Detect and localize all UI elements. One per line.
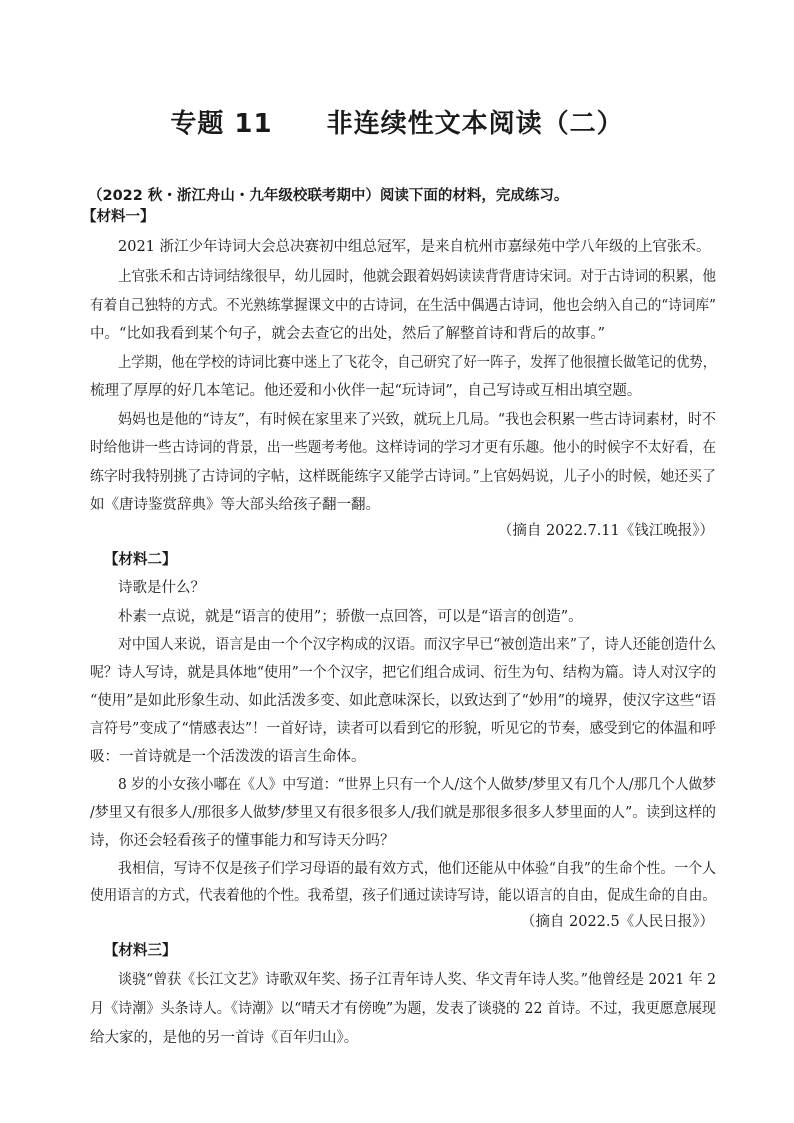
paragraph-line: 2021 浙江少年诗词大会总决赛初中组总冠军，是来自杭州市嘉绿苑中学八年级的上官张禾。 — [118, 239, 711, 255]
paragraph-line: 诗，你还会轻看孩子的懂事能力和写诗天分吗？ — [90, 833, 395, 849]
source-citation: （摘自 2022.5《人民日报》） — [520, 914, 714, 930]
paragraph-line: 对中国人来说，语言是由一个个汉字构成的汉语。而汉字早已“被创造出来”了，诗人还能创造什么 — [118, 637, 717, 653]
paragraph-line: 上官张禾和古诗词结缘很早，幼儿园时，他就会跟着妈妈读读背背唐诗宋词。对于古诗词的积累，他 — [118, 269, 716, 285]
paragraph-line: 练字时我特别挑了古诗词的字帖，这样既能练字又能学古诗词。”上官妈妈说，儿子小的时候，她还买了 — [90, 469, 716, 485]
paragraph-line: 使用语言的方式，代表着他的个性。我希望，孩子们通过读诗写诗，能以语言的自由，促成生命的自由。 — [90, 888, 716, 904]
paragraph-line: 上学期，他在学校的诗词比赛中迷上了飞花令，自己研究了好一阵子，发挥了他很擅长做笔记的优势， — [118, 355, 717, 371]
paragraph-line: 呢？诗人写诗，就是具体地“使用”一个个汉字，把它们组合成词、衍生为句、结构为篇。诗人对汉字的 — [90, 665, 716, 681]
paragraph-line: 谈骁“曾获《长江文艺》诗歌双年奖、扬子江青年诗人奖、华文青年诗人奖。”他曾经是 2021 年 2 — [118, 972, 716, 988]
paragraph-line: 诗歌是什么？ — [118, 580, 205, 596]
paragraph-line: 吸：一首诗就是一个活泼泼的语言生命体。 — [90, 749, 366, 765]
paragraph-line: /梦里又有很多人/那很多人做梦/梦里又有很多很多人/我们就是那很多很多人梦里面的人”。读到这样的 — [90, 805, 716, 821]
page-title: 专题 11 非连续性文本阅读（二） — [170, 109, 624, 139]
paragraph-line: 中。“比如我看到某个句子，就会去查它的出处，然后了解整首诗和背后的故事。” — [90, 326, 606, 342]
paragraph-line: 给大家的，是他的另一首诗《百年归山》。 — [90, 1030, 359, 1046]
material2-heading: 【材料二】 — [104, 552, 177, 568]
material3-heading: 【材料三】 — [104, 943, 177, 959]
source-citation: （摘自 2022.7.11《钱江晚报》） — [497, 523, 714, 539]
paragraph-line: 有着自己独特的方式。不光熟练掌握课文中的古诗词，在生活中偶遇古诗词，他也会纳入自己的“诗词库” — [90, 298, 717, 314]
paragraph-line: 梳理了厚厚的好几本笔记。他还爱和小伙伴一起“玩诗词”，自己写诗或互相出填空题。 — [90, 383, 642, 399]
paragraph-line: 时给他讲一些古诗词的背景，出一些题考考他。这样诗词的学习才更有乐趣。他小的时候字不太好看，在 — [90, 440, 716, 456]
paragraph-line: 如《唐诗鉴赏辞典》等大部头给孩子翻一翻。 — [90, 497, 380, 513]
paragraph-line: 月《诗潮》头条诗人。《诗潮》以“晴天才有傍晚”为题，发表了谈骁的 22 首诗。不过，我更愿意展现 — [90, 1001, 717, 1017]
paragraph-line: “使用”是如此形象生动、如此活泼多变、如此意味深长，以致达到了“妙用”的境界，使汉字这些“语 — [90, 693, 717, 709]
paragraph-line: 言符号”变成了“情感表达”！一首好诗，读者可以看到它的形貌，听见它的节奏，感受到它的体温和呼 — [90, 721, 716, 737]
paragraph-line: 妈妈也是他的“诗友”，有时候在家里来了兴致，就玩上几局。“我也会积累一些古诗词素材，时不 — [118, 412, 717, 428]
paragraph-line: 我相信，写诗不仅是孩子们学习母语的最有效方式，他们还能从中体验“自我”的生命个性。一个人 — [118, 861, 717, 877]
paragraph-line: 朴素一点说，就是“语言的使用”；骄傲一点回答，可以是“语言的创造”。 — [118, 609, 583, 625]
paragraph-line: 8 岁的小女孩小嘟在《人》中写道：“世界上只有一个人/这个人做梦/梦里又有几个人/那几个人做梦 — [118, 777, 717, 793]
question-intro: （2022 秋・浙江舟山・九年级校联考期中）阅读下面的材料，完成练习。 — [88, 188, 569, 204]
material1-heading: 【材料一】 — [82, 209, 155, 225]
